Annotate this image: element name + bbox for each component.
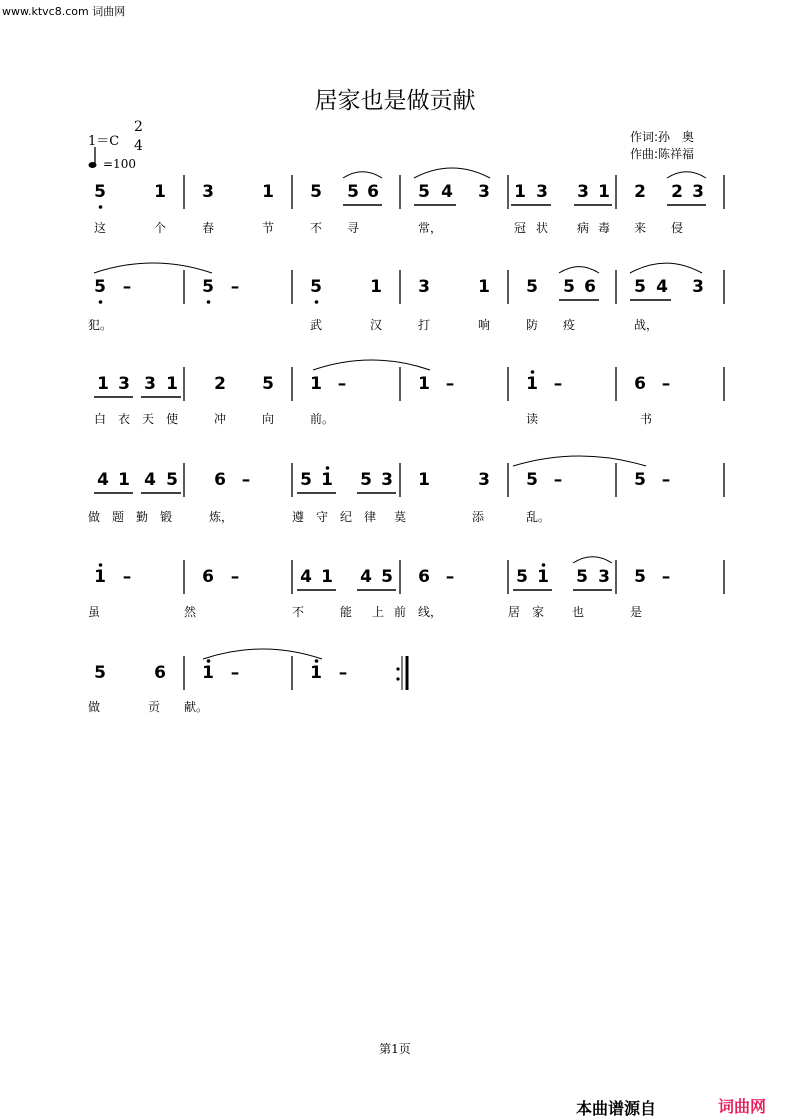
note: 5 <box>94 663 106 683</box>
lyric-char: 冠 <box>514 221 527 235</box>
dash-extension: – <box>230 277 240 297</box>
note: 6 <box>418 567 430 587</box>
note: 5 <box>563 277 575 297</box>
lyric-char: 守 <box>316 510 329 524</box>
dash-extension: – <box>661 374 671 394</box>
lyric-char: 读 <box>526 412 539 426</box>
slur <box>513 456 646 466</box>
site-logo: 词曲网 <box>718 1097 767 1116</box>
lyric-char: 春 <box>202 221 215 235</box>
note: 4 <box>300 567 312 587</box>
lyric-char: 做 <box>88 510 101 524</box>
lyric-char: 是 <box>630 605 643 619</box>
dash-extension: – <box>241 470 251 490</box>
note: 4 <box>360 567 372 587</box>
note: 4 <box>144 470 156 490</box>
lyric-char: 毒 <box>598 221 611 235</box>
note: 6 <box>634 374 646 394</box>
note: 3 <box>202 182 214 202</box>
note: 1 <box>537 567 549 587</box>
dash-extension: – <box>445 374 455 394</box>
lyric-char: 不 <box>310 221 323 235</box>
note: 5 <box>262 374 274 394</box>
note: 1 <box>310 374 322 394</box>
slur <box>630 263 702 273</box>
lyric-char: 病 <box>577 221 590 235</box>
note: 1 <box>478 277 490 297</box>
dash-extension: – <box>338 663 348 683</box>
note: 6 <box>214 470 226 490</box>
tempo-marking: =100 <box>103 157 136 171</box>
note: 5 <box>634 277 646 297</box>
lyric-char: 前 <box>394 605 407 619</box>
lyric-char: 炼， <box>209 510 234 524</box>
lyric-char: 做 <box>88 700 101 714</box>
lyric-char: 贡 <box>148 700 161 714</box>
slur <box>203 649 322 659</box>
lyric-char: 个 <box>154 221 167 235</box>
lyric-char: 侵 <box>671 221 684 235</box>
note: 1 <box>94 567 106 587</box>
note: 5 <box>300 470 312 490</box>
lyric-char: 虽 <box>88 605 101 619</box>
lyric-char: 战， <box>634 318 659 332</box>
page-number: 第1页 <box>379 1042 411 1056</box>
note: 1 <box>321 567 333 587</box>
song-title: 居家也是做贡献 <box>314 88 476 114</box>
note: 5 <box>310 182 322 202</box>
lyricist-credit: 作词:孙 奥 <box>630 130 695 144</box>
repeat-dot <box>396 677 399 680</box>
note: 6 <box>202 567 214 587</box>
lyric-char: 题 <box>112 510 125 524</box>
note: 1 <box>418 470 430 490</box>
octave-dot <box>315 300 319 304</box>
note: 6 <box>154 663 166 683</box>
dash-extension: – <box>230 663 240 683</box>
slur <box>313 360 430 370</box>
lyric-char: 常， <box>418 221 443 235</box>
lyric-char: 遵 <box>292 510 305 524</box>
dash-extension: – <box>445 567 455 587</box>
note: 3 <box>478 182 490 202</box>
note: 5 <box>94 182 106 202</box>
lyric-char: 这 <box>94 221 107 235</box>
note: 1 <box>166 374 178 394</box>
lyric-char: 白 <box>94 412 107 426</box>
note: 1 <box>370 277 382 297</box>
note: 5 <box>166 470 178 490</box>
lyric-char: 衣 <box>118 412 131 426</box>
site-watermark: www.ktvc8.com 词曲网 <box>2 5 126 18</box>
lyric-char: 乱。 <box>526 510 551 524</box>
note: 2 <box>634 182 646 202</box>
lyric-char: 居 <box>508 605 521 619</box>
note: 1 <box>598 182 610 202</box>
note: 1 <box>418 374 430 394</box>
lyric-char: 勤 <box>136 510 149 524</box>
slur <box>573 557 612 563</box>
lyric-char: 状 <box>536 221 549 235</box>
slur <box>94 263 212 273</box>
note: 6 <box>367 182 379 202</box>
note: 1 <box>262 182 274 202</box>
note: 5 <box>347 182 359 202</box>
lyric-char: 寻 <box>347 221 360 235</box>
note: 5 <box>634 567 646 587</box>
note: 6 <box>584 277 596 297</box>
lyric-char: 武 <box>310 318 323 332</box>
dash-extension: – <box>661 470 671 490</box>
note: 4 <box>441 182 453 202</box>
slur <box>559 267 599 273</box>
note: 5 <box>202 277 214 297</box>
lyric-char: 冲 <box>214 412 227 426</box>
note: 3 <box>598 567 610 587</box>
lyric-char: 汉 <box>370 318 383 332</box>
note: 1 <box>154 182 166 202</box>
lyric-char: 锻 <box>160 510 173 524</box>
lyric-char: 线， <box>418 605 443 619</box>
lyric-char: 犯。 <box>88 318 113 332</box>
note: 1 <box>97 374 109 394</box>
composer-credit: 作曲:陈祥福 <box>630 147 695 161</box>
key-signature: 1＝C <box>88 134 120 149</box>
note: 3 <box>577 182 589 202</box>
note: 3 <box>692 277 704 297</box>
lyric-char: 律 <box>364 510 377 524</box>
slur <box>414 168 490 178</box>
note: 3 <box>381 470 393 490</box>
dash-extension: – <box>337 374 347 394</box>
lyric-char: 也 <box>572 605 585 619</box>
lyric-char: 纪 <box>340 510 353 524</box>
dash-extension: – <box>661 567 671 587</box>
lyric-char: 然 <box>184 605 197 619</box>
octave-dot <box>99 205 103 209</box>
note: 3 <box>118 374 130 394</box>
note: 4 <box>656 277 668 297</box>
lyric-char: 上 <box>372 605 385 619</box>
note: 5 <box>634 470 646 490</box>
note: 3 <box>144 374 156 394</box>
dash-extension: – <box>553 470 563 490</box>
note: 1 <box>118 470 130 490</box>
lyric-char: 节 <box>262 221 275 235</box>
note: 5 <box>381 567 393 587</box>
time-signature-bottom: 4 <box>134 138 143 154</box>
note: 2 <box>671 182 683 202</box>
lyric-char: 献。 <box>184 700 209 714</box>
lyric-char: 打 <box>418 318 431 332</box>
lyric-char: 向 <box>262 412 275 426</box>
time-signature-top: 2 <box>134 119 143 135</box>
note: 5 <box>576 567 588 587</box>
lyric-char: 家 <box>532 605 545 619</box>
source-label: 本曲谱源自 <box>576 1099 657 1118</box>
note: 1 <box>514 182 526 202</box>
dash-extension: – <box>553 374 563 394</box>
lyric-char: 响 <box>478 318 491 332</box>
lyric-char: 来 <box>634 221 647 235</box>
note: 5 <box>310 277 322 297</box>
note: 5 <box>94 277 106 297</box>
lyric-char: 天 <box>142 412 155 426</box>
note: 2 <box>214 374 226 394</box>
dash-extension: – <box>122 277 132 297</box>
note: 1 <box>202 663 214 683</box>
note: 1 <box>321 470 333 490</box>
lyric-char: 防 <box>526 318 539 332</box>
lyric-char: 疫 <box>563 318 576 332</box>
slur <box>667 172 706 178</box>
repeat-dot <box>396 667 399 670</box>
dash-extension: – <box>122 567 132 587</box>
note: 5 <box>526 470 538 490</box>
note: 4 <box>97 470 109 490</box>
note: 1 <box>310 663 322 683</box>
note: 5 <box>418 182 430 202</box>
octave-dot <box>99 300 103 304</box>
note: 1 <box>526 374 538 394</box>
lyric-char: 使 <box>166 412 179 426</box>
note: 3 <box>536 182 548 202</box>
note: 5 <box>516 567 528 587</box>
note: 3 <box>418 277 430 297</box>
note: 5 <box>526 277 538 297</box>
lyric-char: 莫 <box>394 510 407 524</box>
note: 3 <box>478 470 490 490</box>
lyric-char: 能 <box>340 605 353 619</box>
lyric-char: 书 <box>640 412 653 426</box>
note: 3 <box>692 182 704 202</box>
note: 5 <box>360 470 372 490</box>
dash-extension: – <box>230 567 240 587</box>
lyric-char: 前。 <box>310 412 335 426</box>
octave-dot <box>207 300 211 304</box>
lyric-char: 添 <box>472 510 485 524</box>
lyric-char: 不 <box>292 605 305 619</box>
slur <box>343 172 382 178</box>
